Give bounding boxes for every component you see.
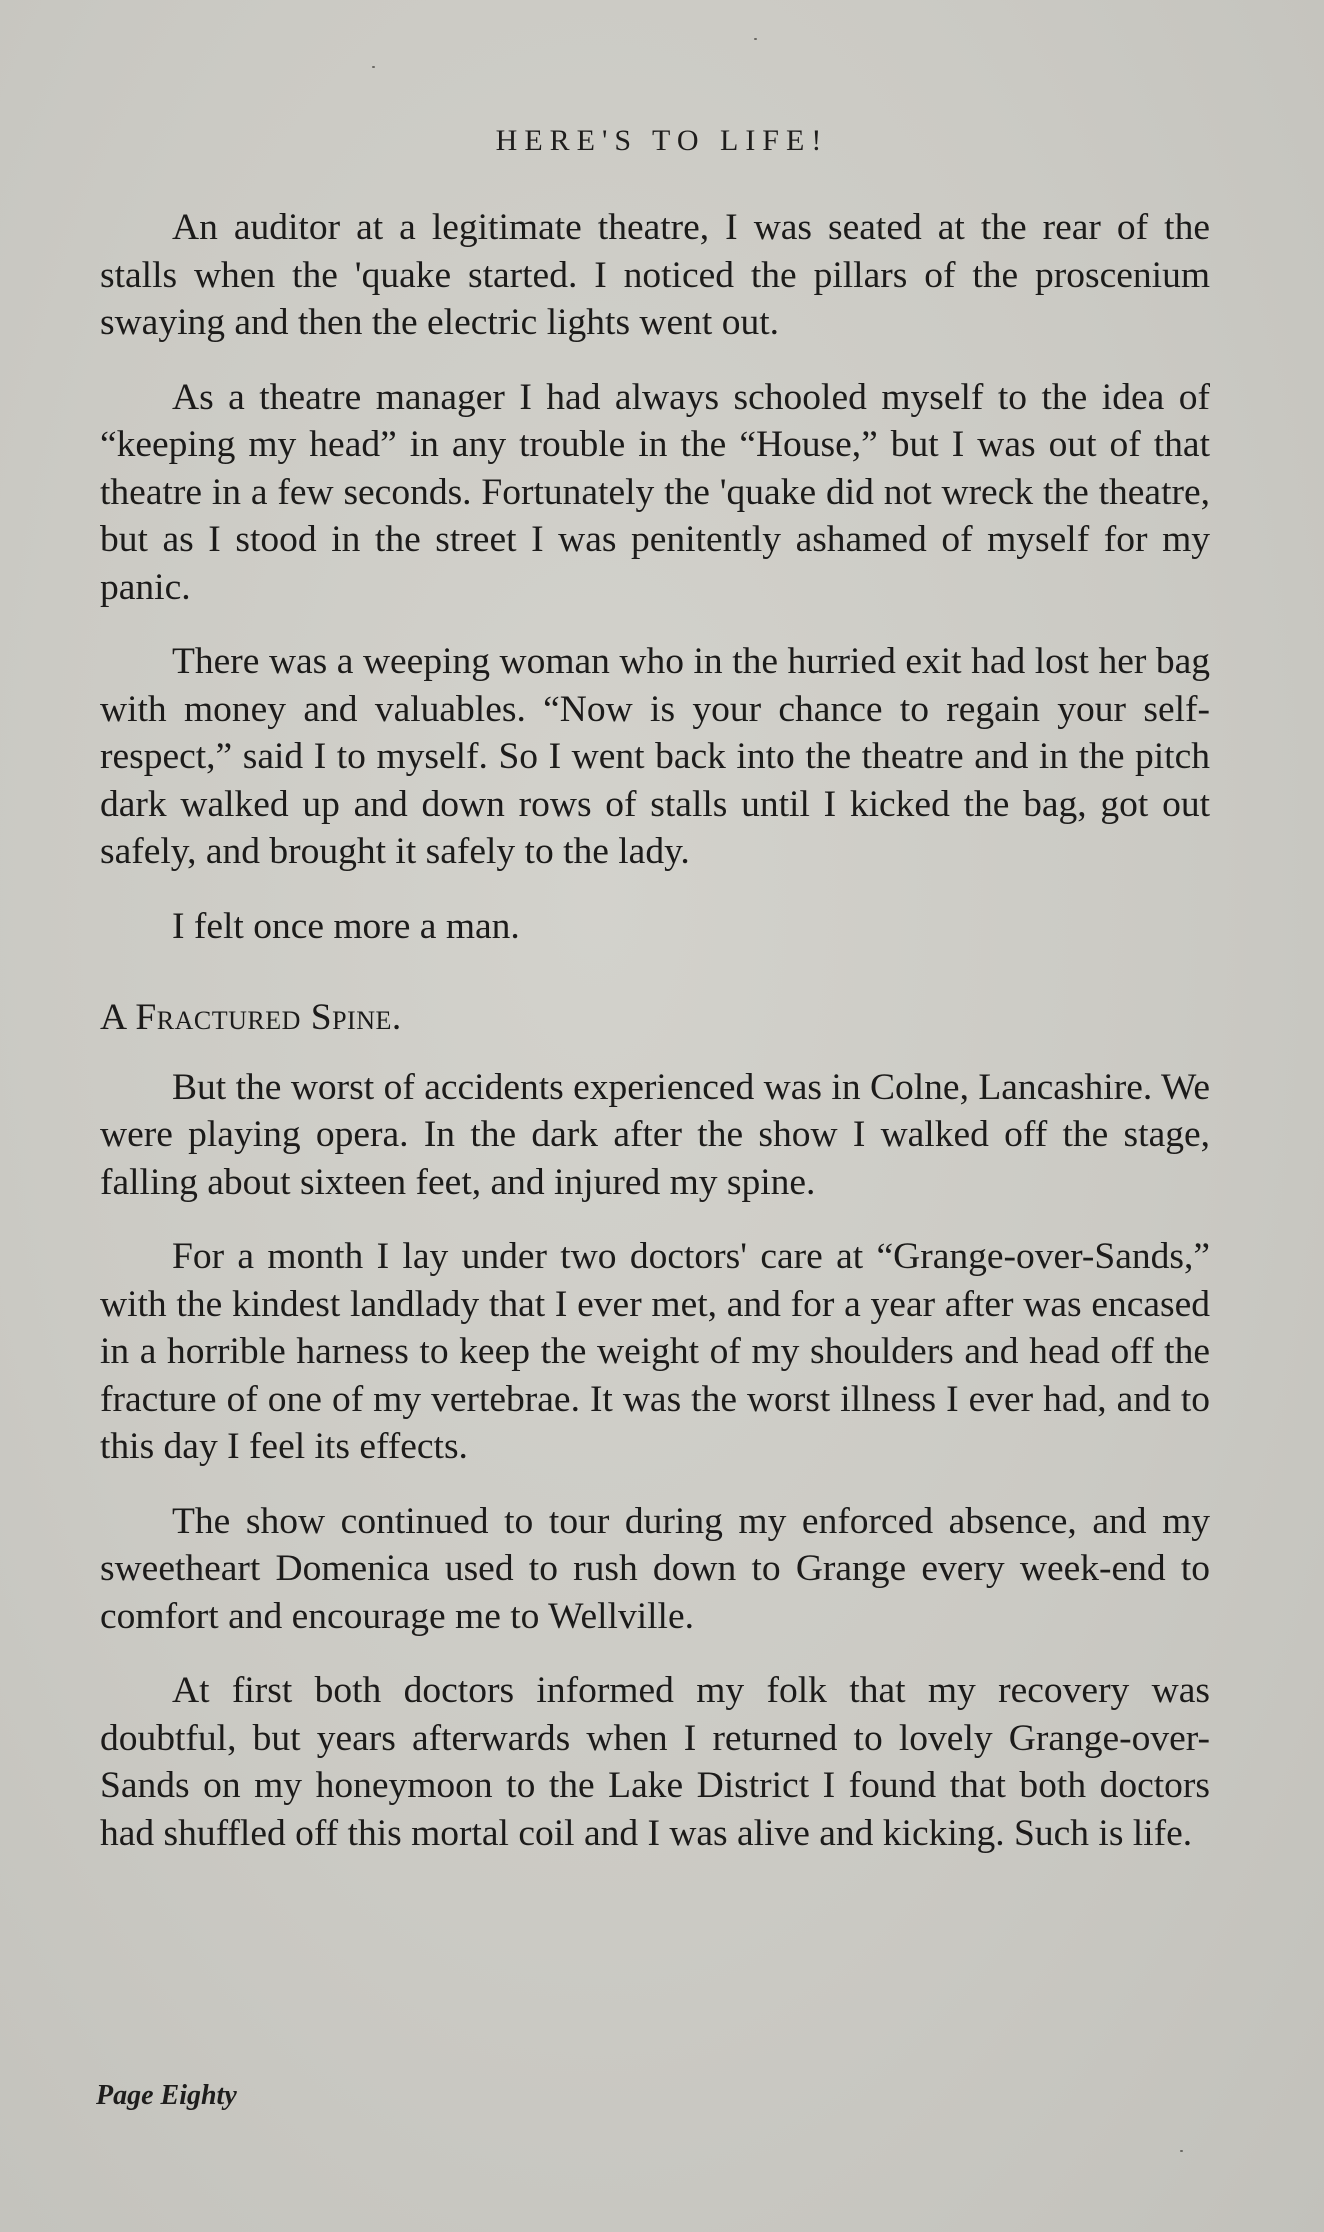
paper-speck bbox=[754, 38, 757, 40]
paper-speck bbox=[1180, 2150, 1183, 2152]
paragraph: As a theatre manager I had always schooled myself to the idea of “keeping my head” in any trouble in the “House,” but I was out of that theatre in a few seconds. Fortunately the 'quake did not wreck the theatre, but as I stood in the street I was penitently ashamed of myself for my panic. bbox=[100, 376, 1210, 608]
paragraph: But the worst of accidents experienced was in Colne, Lancashire. We were playing opera. In the dark after the show I walked off the stage, falling about sixteen feet, and injured my spine. bbox=[100, 1066, 1210, 1203]
page-number: Page Eighty bbox=[96, 2080, 237, 2111]
paragraph: I felt once more a man. bbox=[172, 905, 520, 947]
running-head: HERE'S TO LIFE! bbox=[495, 124, 829, 157]
paragraph: For a month I lay under two doctors' care at “Grange-over-Sands,” with the kindest landlady that I ever met, and for a year after was encased in a horrible harness to keep the weight of my shoulders and head off the fracture of one of my vertebrae. It was the worst illness I ever had, and to this day I feel its effects. bbox=[100, 1236, 1210, 1467]
paper-speck bbox=[372, 66, 375, 68]
paragraph: There was a weeping woman who in the hurried exit had lost her bag with money and valuables. “Now is your chance to regain your self-respect,” said I to myself. So I went back into the theatre and in the pitch dark walked up and down rows of stalls until I kicked the bag, got out safely, and brought it safely to the lady. bbox=[100, 641, 1210, 872]
section-heading: A Fractured Spine. bbox=[100, 997, 402, 1038]
paragraph: An auditor at a legitimate theatre, I was seated at the rear of the stalls when the 'quake started. I noticed the pillars of the proscenium swaying and then the electric lights went out. bbox=[100, 207, 1210, 343]
paragraph: At first both doctors informed my folk that my recovery was doubtful, but years afterwards when I returned to lovely Grange-over-Sands on my honeymoon to the Lake District I found that both doctors had shuffled off this mortal coil and I was alive and kicking. Such is life. bbox=[100, 1670, 1210, 1854]
paragraph: The show continued to tour during my enforced absence, and my sweetheart Domenica used to rush down to Grange every week-end to comfort and encourage me to Wellville. bbox=[100, 1500, 1210, 1637]
body-text bbox=[100, 204, 1210, 1884]
